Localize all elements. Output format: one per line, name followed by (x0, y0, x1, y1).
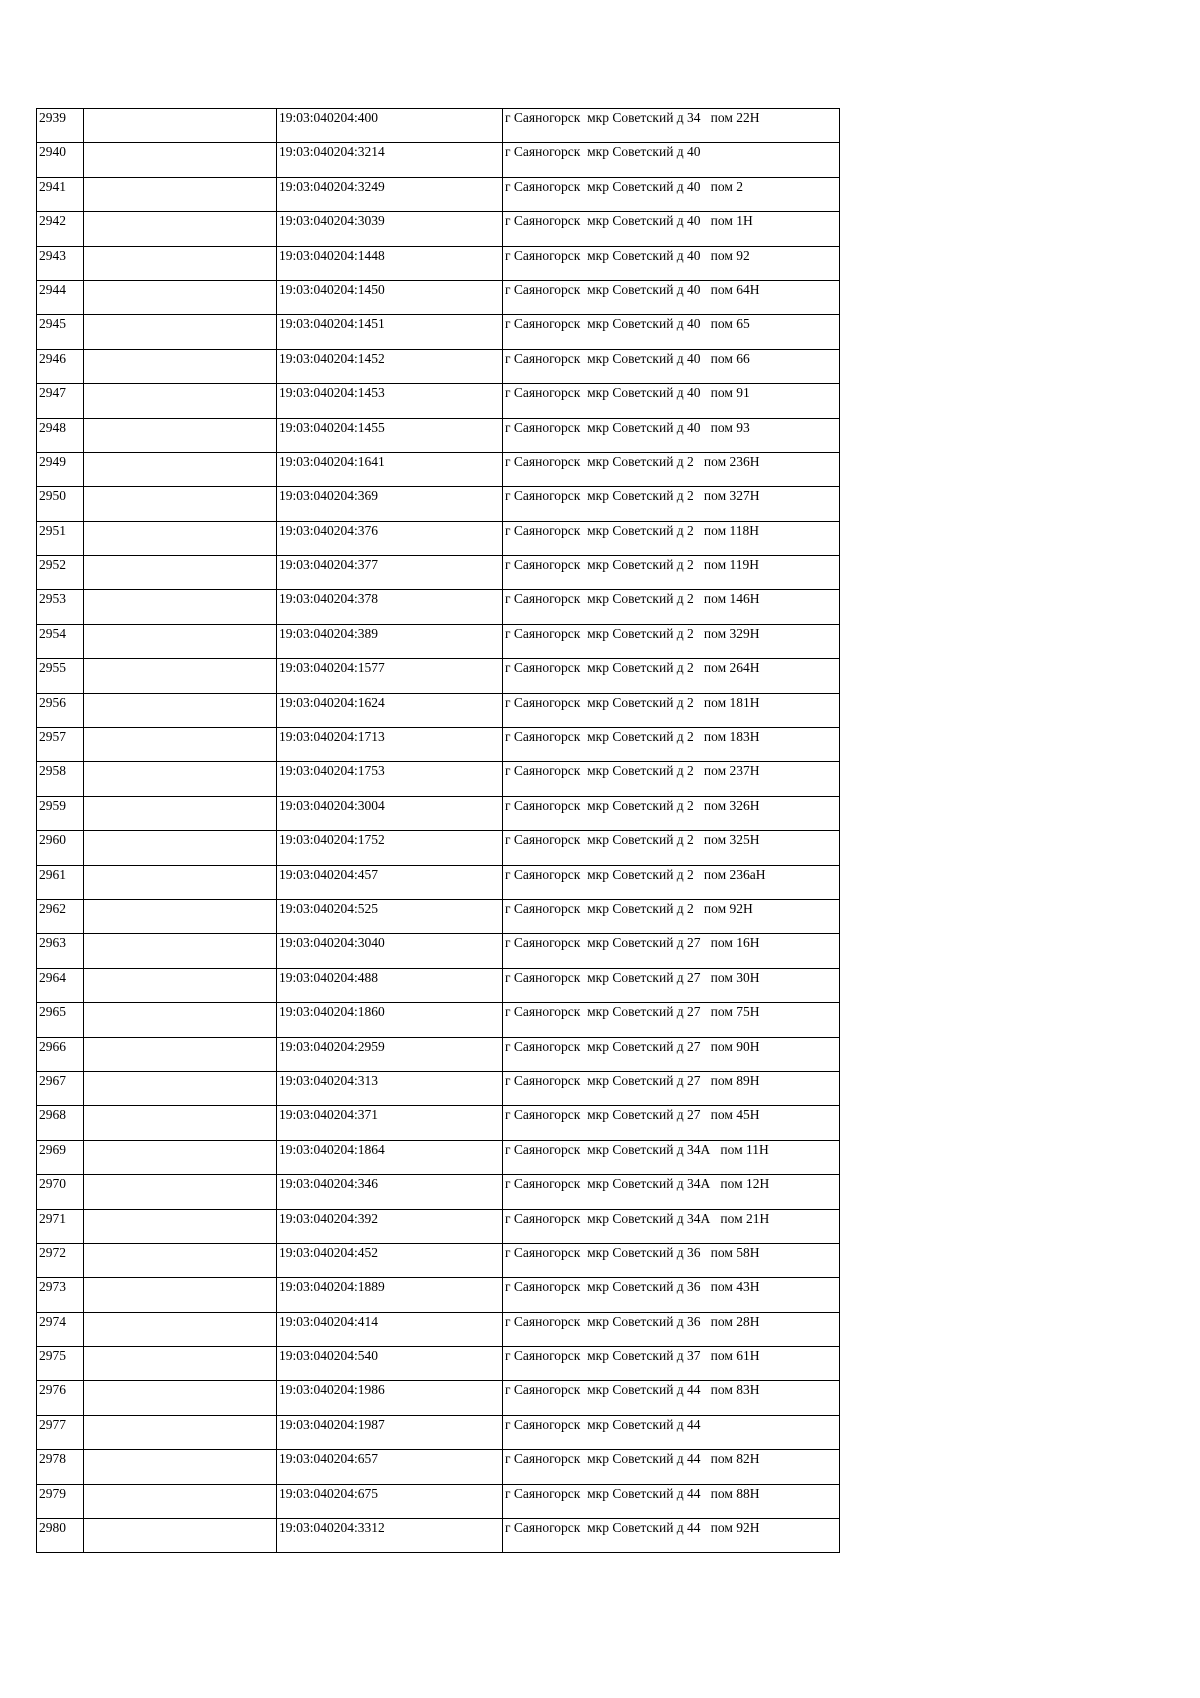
table-row (37, 934, 840, 968)
cadastral-number-cell: 19:03:040204:414 (277, 1312, 503, 1346)
cadastral-number-cell: 19:03:040204:1713 (277, 728, 503, 762)
cadastral-number-cell: 19:03:040204:392 (277, 1209, 503, 1243)
table-row (37, 143, 840, 177)
row-number-cell: 2957 (37, 728, 84, 762)
address-cell: г Саяногорск мкр Советский д 2 пом 329Н (503, 624, 840, 658)
cadastral-number-cell: 19:03:040204:488 (277, 968, 503, 1002)
address-cell: г Саяногорск мкр Советский д 2 пом 264Н (503, 659, 840, 693)
row-number-cell: 2971 (37, 1209, 84, 1243)
table-row (37, 728, 840, 762)
address-cell: г Саяногорск мкр Советский д 36 пом 43Н (503, 1278, 840, 1312)
table-row (37, 624, 840, 658)
row-number-cell: 2948 (37, 418, 84, 452)
cadastral-number-cell: 19:03:040204:525 (277, 899, 503, 933)
table-row (37, 384, 840, 418)
empty-cell (84, 1381, 277, 1415)
cadastral-number-cell: 19:03:040204:1451 (277, 315, 503, 349)
table-row (37, 1037, 840, 1071)
cadastral-number-cell: 19:03:040204:452 (277, 1243, 503, 1277)
row-number-cell: 2965 (37, 1003, 84, 1037)
table-row (37, 762, 840, 796)
address-cell: г Саяногорск мкр Советский д 2 пом 118Н (503, 521, 840, 555)
address-cell: г Саяногорск мкр Советский д 44 пом 83Н (503, 1381, 840, 1415)
table-row (37, 1381, 840, 1415)
row-number-cell: 2964 (37, 968, 84, 1002)
empty-cell (84, 212, 277, 246)
row-number-cell: 2976 (37, 1381, 84, 1415)
row-number-cell: 2960 (37, 831, 84, 865)
row-number-cell: 2961 (37, 865, 84, 899)
address-cell: г Саяногорск мкр Советский д 34А пом 12Н (503, 1175, 840, 1209)
row-number-cell: 2955 (37, 659, 84, 693)
table-row (37, 349, 840, 383)
address-cell: г Саяногорск мкр Советский д 27 пом 16Н (503, 934, 840, 968)
empty-cell (84, 693, 277, 727)
table-row (37, 968, 840, 1002)
empty-cell (84, 1450, 277, 1484)
address-cell: г Саяногорск мкр Советский д 2 пом 236аН (503, 865, 840, 899)
row-number-cell: 2952 (37, 556, 84, 590)
cadastral-number-cell: 19:03:040204:1986 (277, 1381, 503, 1415)
table-row (37, 1450, 840, 1484)
empty-cell (84, 1347, 277, 1381)
empty-cell (84, 452, 277, 486)
cadastral-number-cell: 19:03:040204:3004 (277, 796, 503, 830)
cadastral-number-cell: 19:03:040204:1860 (277, 1003, 503, 1037)
table-row (37, 865, 840, 899)
row-number-cell: 2973 (37, 1278, 84, 1312)
empty-cell (84, 556, 277, 590)
address-cell: г Саяногорск мкр Советский д 2 пом 181Н (503, 693, 840, 727)
address-cell: г Саяногорск мкр Советский д 36 пом 28Н (503, 1312, 840, 1346)
empty-cell (84, 831, 277, 865)
address-cell: г Саяногорск мкр Советский д 2 пом 237Н (503, 762, 840, 796)
table-row (37, 1484, 840, 1518)
address-cell: г Саяногорск мкр Советский д 34А пом 21Н (503, 1209, 840, 1243)
address-cell: г Саяногорск мкр Советский д 40 (503, 143, 840, 177)
registry-table-body (37, 109, 840, 1553)
property-registry-table (36, 108, 840, 1553)
empty-cell (84, 865, 277, 899)
row-number-cell: 2968 (37, 1106, 84, 1140)
table-row (37, 831, 840, 865)
row-number-cell: 2974 (37, 1312, 84, 1346)
empty-cell (84, 1278, 277, 1312)
row-number-cell: 2947 (37, 384, 84, 418)
row-number-cell: 2942 (37, 212, 84, 246)
empty-cell (84, 143, 277, 177)
empty-cell (84, 1140, 277, 1174)
address-cell: г Саяногорск мкр Советский д 36 пом 58Н (503, 1243, 840, 1277)
empty-cell (84, 521, 277, 555)
address-cell: г Саяногорск мкр Советский д 40 пом 66 (503, 349, 840, 383)
address-cell: г Саяногорск мкр Советский д 44 (503, 1415, 840, 1449)
empty-cell (84, 487, 277, 521)
address-cell: г Саяногорск мкр Советский д 2 пом 92Н (503, 899, 840, 933)
row-number-cell: 2980 (37, 1519, 84, 1553)
row-number-cell: 2944 (37, 280, 84, 314)
row-number-cell: 2949 (37, 452, 84, 486)
cadastral-number-cell: 19:03:040204:400 (277, 109, 503, 143)
row-number-cell: 2972 (37, 1243, 84, 1277)
cadastral-number-cell: 19:03:040204:3249 (277, 177, 503, 211)
address-cell: г Саяногорск мкр Советский д 2 пом 236Н (503, 452, 840, 486)
table-row (37, 1140, 840, 1174)
empty-cell (84, 796, 277, 830)
table-row (37, 487, 840, 521)
empty-cell (84, 280, 277, 314)
table-row (37, 796, 840, 830)
cadastral-number-cell: 19:03:040204:1448 (277, 246, 503, 280)
address-cell: г Саяногорск мкр Советский д 34 пом 22Н (503, 109, 840, 143)
row-number-cell: 2956 (37, 693, 84, 727)
table-row (37, 1519, 840, 1553)
table-row (37, 1071, 840, 1105)
row-number-cell: 2940 (37, 143, 84, 177)
address-cell: г Саяногорск мкр Советский д 2 пом 327Н (503, 487, 840, 521)
cadastral-number-cell: 19:03:040204:389 (277, 624, 503, 658)
row-number-cell: 2967 (37, 1071, 84, 1105)
row-number-cell: 2951 (37, 521, 84, 555)
row-number-cell: 2958 (37, 762, 84, 796)
cadastral-number-cell: 19:03:040204:1455 (277, 418, 503, 452)
table-row (37, 1003, 840, 1037)
table-row (37, 693, 840, 727)
address-cell: г Саяногорск мкр Советский д 27 пом 90Н (503, 1037, 840, 1071)
address-cell: г Саяногорск мкр Советский д 2 пом 119Н (503, 556, 840, 590)
empty-cell (84, 1209, 277, 1243)
table-row (37, 1347, 840, 1381)
empty-cell (84, 1312, 277, 1346)
cadastral-number-cell: 19:03:040204:378 (277, 590, 503, 624)
address-cell: г Саяногорск мкр Советский д 44 пом 88Н (503, 1484, 840, 1518)
row-number-cell: 2970 (37, 1175, 84, 1209)
row-number-cell: 2946 (37, 349, 84, 383)
empty-cell (84, 246, 277, 280)
row-number-cell: 2979 (37, 1484, 84, 1518)
table-row (37, 1243, 840, 1277)
row-number-cell: 2945 (37, 315, 84, 349)
address-cell: г Саяногорск мкр Советский д 27 пом 30Н (503, 968, 840, 1002)
address-cell: г Саяногорск мкр Советский д 37 пом 61Н (503, 1347, 840, 1381)
empty-cell (84, 968, 277, 1002)
row-number-cell: 2969 (37, 1140, 84, 1174)
cadastral-number-cell: 19:03:040204:1889 (277, 1278, 503, 1312)
address-cell: г Саяногорск мкр Советский д 44 пом 82Н (503, 1450, 840, 1484)
table-row (37, 556, 840, 590)
empty-cell (84, 1415, 277, 1449)
address-cell: г Саяногорск мкр Советский д 34А пом 11Н (503, 1140, 840, 1174)
row-number-cell: 2954 (37, 624, 84, 658)
empty-cell (84, 315, 277, 349)
cadastral-number-cell: 19:03:040204:3312 (277, 1519, 503, 1553)
row-number-cell: 2950 (37, 487, 84, 521)
cadastral-number-cell: 19:03:040204:369 (277, 487, 503, 521)
row-number-cell: 2939 (37, 109, 84, 143)
table-row (37, 418, 840, 452)
row-number-cell: 2963 (37, 934, 84, 968)
table-row (37, 280, 840, 314)
empty-cell (84, 590, 277, 624)
cadastral-number-cell: 19:03:040204:1624 (277, 693, 503, 727)
row-number-cell: 2966 (37, 1037, 84, 1071)
cadastral-number-cell: 19:03:040204:1577 (277, 659, 503, 693)
address-cell: г Саяногорск мкр Советский д 40 пом 93 (503, 418, 840, 452)
empty-cell (84, 762, 277, 796)
address-cell: г Саяногорск мкр Советский д 2 пом 146Н (503, 590, 840, 624)
address-cell: г Саяногорск мкр Советский д 40 пом 65 (503, 315, 840, 349)
cadastral-number-cell: 19:03:040204:1864 (277, 1140, 503, 1174)
table-row (37, 315, 840, 349)
address-cell: г Саяногорск мкр Советский д 40 пом 2 (503, 177, 840, 211)
row-number-cell: 2977 (37, 1415, 84, 1449)
row-number-cell: 2962 (37, 899, 84, 933)
row-number-cell: 2953 (37, 590, 84, 624)
table-row (37, 452, 840, 486)
address-cell: г Саяногорск мкр Советский д 40 пом 64Н (503, 280, 840, 314)
empty-cell (84, 728, 277, 762)
cadastral-number-cell: 19:03:040204:2959 (277, 1037, 503, 1071)
empty-cell (84, 624, 277, 658)
table-row (37, 1209, 840, 1243)
address-cell: г Саяногорск мкр Советский д 27 пом 45Н (503, 1106, 840, 1140)
table-row (37, 212, 840, 246)
empty-cell (84, 384, 277, 418)
address-cell: г Саяногорск мкр Советский д 44 пом 92Н (503, 1519, 840, 1553)
cadastral-number-cell: 19:03:040204:376 (277, 521, 503, 555)
empty-cell (84, 1243, 277, 1277)
address-cell: г Саяногорск мкр Советский д 27 пом 75Н (503, 1003, 840, 1037)
cadastral-number-cell: 19:03:040204:1752 (277, 831, 503, 865)
cadastral-number-cell: 19:03:040204:377 (277, 556, 503, 590)
table-row (37, 177, 840, 211)
cadastral-number-cell: 19:03:040204:371 (277, 1106, 503, 1140)
cadastral-number-cell: 19:03:040204:457 (277, 865, 503, 899)
cadastral-number-cell: 19:03:040204:675 (277, 1484, 503, 1518)
cadastral-number-cell: 19:03:040204:657 (277, 1450, 503, 1484)
cadastral-number-cell: 19:03:040204:1641 (277, 452, 503, 486)
cadastral-number-cell: 19:03:040204:346 (277, 1175, 503, 1209)
table-row (37, 521, 840, 555)
address-cell: г Саяногорск мкр Советский д 2 пом 326Н (503, 796, 840, 830)
empty-cell (84, 1071, 277, 1105)
table-row (37, 659, 840, 693)
row-number-cell: 2978 (37, 1450, 84, 1484)
empty-cell (84, 1037, 277, 1071)
table-row (37, 899, 840, 933)
table-row (37, 1278, 840, 1312)
address-cell: г Саяногорск мкр Советский д 40 пом 92 (503, 246, 840, 280)
table-row (37, 590, 840, 624)
empty-cell (84, 1175, 277, 1209)
table-row (37, 1312, 840, 1346)
empty-cell (84, 109, 277, 143)
address-cell: г Саяногорск мкр Советский д 40 пом 91 (503, 384, 840, 418)
cadastral-number-cell: 19:03:040204:1450 (277, 280, 503, 314)
address-cell: г Саяногорск мкр Советский д 40 пом 1Н (503, 212, 840, 246)
table-row (37, 246, 840, 280)
row-number-cell: 2943 (37, 246, 84, 280)
cadastral-number-cell: 19:03:040204:1987 (277, 1415, 503, 1449)
empty-cell (84, 349, 277, 383)
empty-cell (84, 1519, 277, 1553)
empty-cell (84, 418, 277, 452)
empty-cell (84, 177, 277, 211)
table-row (37, 1175, 840, 1209)
cadastral-number-cell: 19:03:040204:3214 (277, 143, 503, 177)
table-row (37, 1415, 840, 1449)
cadastral-number-cell: 19:03:040204:1753 (277, 762, 503, 796)
address-cell: г Саяногорск мкр Советский д 2 пом 183Н (503, 728, 840, 762)
empty-cell (84, 1484, 277, 1518)
cadastral-number-cell: 19:03:040204:3040 (277, 934, 503, 968)
row-number-cell: 2959 (37, 796, 84, 830)
cadastral-number-cell: 19:03:040204:540 (277, 1347, 503, 1381)
empty-cell (84, 934, 277, 968)
cadastral-number-cell: 19:03:040204:1452 (277, 349, 503, 383)
empty-cell (84, 659, 277, 693)
cadastral-number-cell: 19:03:040204:3039 (277, 212, 503, 246)
table-row (37, 109, 840, 143)
row-number-cell: 2975 (37, 1347, 84, 1381)
row-number-cell: 2941 (37, 177, 84, 211)
table-row (37, 1106, 840, 1140)
address-cell: г Саяногорск мкр Советский д 27 пом 89Н (503, 1071, 840, 1105)
empty-cell (84, 1003, 277, 1037)
empty-cell (84, 899, 277, 933)
address-cell: г Саяногорск мкр Советский д 2 пом 325Н (503, 831, 840, 865)
cadastral-number-cell: 19:03:040204:1453 (277, 384, 503, 418)
empty-cell (84, 1106, 277, 1140)
cadastral-number-cell: 19:03:040204:313 (277, 1071, 503, 1105)
